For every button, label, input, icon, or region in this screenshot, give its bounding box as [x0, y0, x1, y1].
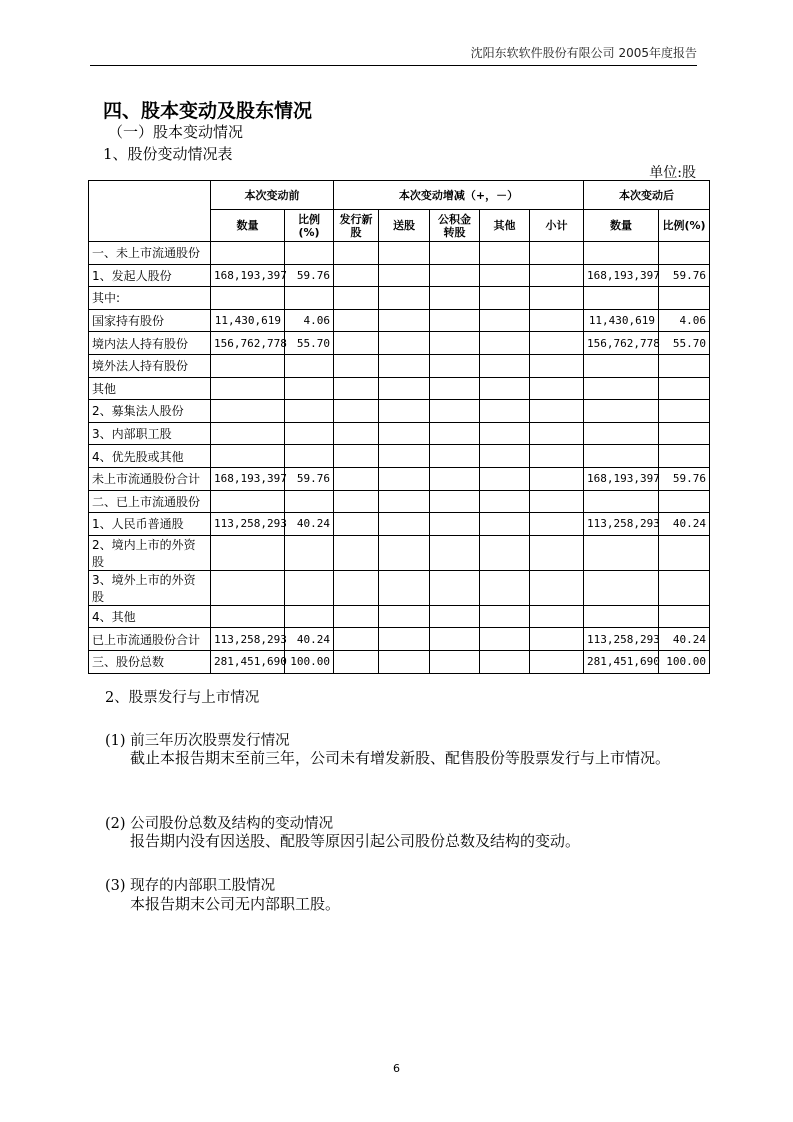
item-body: 本报告期末公司无内部职工股。 [130, 895, 341, 913]
row-label: 境外法人持有股份 [89, 354, 211, 377]
table-cell [285, 400, 334, 423]
table-cell: 168,193,397 [584, 467, 659, 490]
table-cell [379, 605, 430, 628]
table-cell [334, 354, 379, 377]
table-cell [334, 445, 379, 468]
table-cell [334, 264, 379, 287]
table-cell [659, 605, 710, 628]
table-cell [430, 354, 480, 377]
table-cell [480, 400, 530, 423]
issuance-title: 2、股票发行与上市情况 [105, 690, 260, 706]
table-cell: 281,451,690 [584, 650, 659, 673]
row-label: 已上市流通股份合计 [89, 628, 211, 651]
table-cell: 40.24 [285, 628, 334, 651]
col-header: 小计 [530, 210, 584, 242]
table-cell: 156,762,778 [211, 332, 285, 355]
table-cell: 40.24 [659, 628, 710, 651]
table-cell [430, 605, 480, 628]
table-cell: 59.76 [659, 467, 710, 490]
table-cell [659, 242, 710, 265]
row-label: 3、境外上市的外资股 [89, 570, 211, 605]
table-cell [480, 490, 530, 513]
page-header: 沈阳东软软件股份有限公司 2005年度报告 [470, 46, 697, 60]
group-header-after: 本次变动后 [584, 181, 710, 210]
table-cell [659, 400, 710, 423]
table-row [89, 467, 710, 490]
table-cell [430, 490, 480, 513]
table-cell [480, 377, 530, 400]
table-cell [211, 377, 285, 400]
row-label: 1、发起人股份 [89, 264, 211, 287]
table-cell [530, 628, 584, 651]
table-cell [530, 242, 584, 265]
table-cell [430, 467, 480, 490]
table-cell [530, 332, 584, 355]
col-header: 比例(%) [659, 210, 710, 242]
table-cell [379, 400, 430, 423]
table-cell [211, 445, 285, 468]
table-cell [211, 354, 285, 377]
table-cell [530, 309, 584, 332]
section-title: 四、股本变动及股东情况 [103, 100, 313, 122]
table-cell [334, 377, 379, 400]
col-header: 公积金转股 [430, 210, 480, 242]
table-cell [211, 490, 285, 513]
row-label: 未上市流通股份合计 [89, 467, 211, 490]
table-row [89, 242, 710, 265]
table-cell: 168,193,397 [211, 467, 285, 490]
share-change-table [88, 180, 710, 674]
table-cell [430, 628, 480, 651]
table-cell [480, 467, 530, 490]
table-cell [285, 490, 334, 513]
item-body: 报告期内没有因送股、配股等原因引起公司股份总数及结构的变动。 [130, 832, 581, 850]
col-header: 发行新股 [334, 210, 379, 242]
table-row [89, 287, 710, 310]
table-cell [480, 354, 530, 377]
table-cell [584, 422, 659, 445]
table-row [89, 650, 710, 673]
table-cell [379, 570, 430, 605]
table-cell: 55.70 [285, 332, 334, 355]
item-heading: (1) 前三年历次股票发行情况 [105, 733, 290, 749]
table-cell [530, 570, 584, 605]
table-row [89, 354, 710, 377]
table-cell [480, 513, 530, 536]
table-cell [659, 354, 710, 377]
table-cell [379, 242, 430, 265]
table-cell: 168,193,397 [584, 264, 659, 287]
table-cell: 11,430,619 [211, 309, 285, 332]
table-cell [334, 535, 379, 570]
row-label: 其中: [89, 287, 211, 310]
table-cell [334, 490, 379, 513]
table-cell [530, 264, 584, 287]
table-cell [480, 535, 530, 570]
table-cell [430, 309, 480, 332]
row-label: 国家持有股份 [89, 309, 211, 332]
table-cell [334, 400, 379, 423]
table-cell [584, 490, 659, 513]
table-cell [430, 377, 480, 400]
table-cell [379, 422, 430, 445]
table-cell [659, 445, 710, 468]
table-cell [480, 264, 530, 287]
table-cell [285, 535, 334, 570]
col-header: 其他 [480, 210, 530, 242]
table-cell: 59.76 [659, 264, 710, 287]
table-cell [379, 628, 430, 651]
col-header: 数量 [211, 210, 285, 242]
table-cell [211, 570, 285, 605]
row-label: 1、人民币普通股 [89, 513, 211, 536]
table-cell [285, 287, 334, 310]
table-cell [584, 400, 659, 423]
table-cell [530, 513, 584, 536]
table-cell: 4.06 [659, 309, 710, 332]
table-cell [659, 570, 710, 605]
table-cell [584, 354, 659, 377]
table-cell [530, 650, 584, 673]
table-row [89, 400, 710, 423]
table-cell [334, 467, 379, 490]
table-cell [430, 242, 480, 265]
table-cell [334, 570, 379, 605]
row-label: 境内法人持有股份 [89, 332, 211, 355]
table-cell [530, 354, 584, 377]
table-cell [430, 445, 480, 468]
row-label: 2、境内上市的外资股 [89, 535, 211, 570]
table-row [89, 332, 710, 355]
table-cell [584, 605, 659, 628]
table-row [89, 570, 710, 605]
table-cell [430, 535, 480, 570]
table-cell [334, 309, 379, 332]
table-cell [379, 332, 430, 355]
table-cell [334, 242, 379, 265]
table-cell [659, 377, 710, 400]
table-cell [530, 445, 584, 468]
page-number: 6 [393, 1062, 400, 1075]
row-label: 三、股份总数 [89, 650, 211, 673]
table-cell [480, 628, 530, 651]
row-label: 3、内部职工股 [89, 422, 211, 445]
table-row [89, 445, 710, 468]
table-cell [480, 242, 530, 265]
table-cell: 11,430,619 [584, 309, 659, 332]
table-cell: 113,258,293 [584, 628, 659, 651]
table-cell: 4.06 [285, 309, 334, 332]
col-header: 数量 [584, 210, 659, 242]
table-cell [659, 535, 710, 570]
table-cell [480, 422, 530, 445]
table-cell [530, 490, 584, 513]
table-cell [530, 467, 584, 490]
table-cell: 113,258,293 [211, 628, 285, 651]
table-cell [584, 242, 659, 265]
table-cell [480, 650, 530, 673]
row-label: 4、其他 [89, 605, 211, 628]
table-cell [334, 650, 379, 673]
table-cell [211, 605, 285, 628]
table-row [89, 605, 710, 628]
table-cell [584, 377, 659, 400]
table-cell [379, 354, 430, 377]
table-cell [285, 570, 334, 605]
table-cell: 100.00 [659, 650, 710, 673]
row-label: 二、已上市流通股份 [89, 490, 211, 513]
table-cell [530, 287, 584, 310]
table-cell [285, 422, 334, 445]
table-cell: 40.24 [285, 513, 334, 536]
table-cell [379, 287, 430, 310]
item-heading: (3) 现存的内部职工股情况 [105, 878, 276, 894]
table-cell [334, 513, 379, 536]
table-cell [480, 605, 530, 628]
table-cell [584, 570, 659, 605]
table-row [89, 309, 710, 332]
row-label: 4、优先股或其他 [89, 445, 211, 468]
table-cell [480, 309, 530, 332]
table-cell [530, 605, 584, 628]
table-cell [211, 242, 285, 265]
table-cell [659, 490, 710, 513]
table-cell [211, 400, 285, 423]
unit-label: 单位:股 [649, 165, 696, 181]
table-cell [584, 287, 659, 310]
table-cell: 113,258,293 [211, 513, 285, 536]
table-cell [480, 570, 530, 605]
table-row [89, 535, 710, 570]
row-label: 其他 [89, 377, 211, 400]
table-row [89, 377, 710, 400]
table-cell: 100.00 [285, 650, 334, 673]
col-header: 送股 [379, 210, 430, 242]
table-cell [379, 445, 430, 468]
item-heading: (2) 公司股份总数及结构的变动情况 [105, 816, 334, 832]
header-rule [90, 65, 697, 66]
table-row [89, 422, 710, 445]
table-cell [430, 650, 480, 673]
table-cell [430, 332, 480, 355]
table-cell: 55.70 [659, 332, 710, 355]
table-cell [659, 287, 710, 310]
table-cell [379, 650, 430, 673]
table-cell [530, 535, 584, 570]
table-cell [480, 287, 530, 310]
table-cell [480, 332, 530, 355]
table-cell [530, 377, 584, 400]
table-cell [430, 400, 480, 423]
table-cell [430, 570, 480, 605]
table-cell: 59.76 [285, 264, 334, 287]
table-body [89, 242, 710, 674]
table-cell [334, 605, 379, 628]
table-cell [211, 535, 285, 570]
table-cell [285, 377, 334, 400]
table-cell [379, 264, 430, 287]
col-header: 比例(%) [285, 210, 334, 242]
table-cell [211, 287, 285, 310]
table-cell [211, 422, 285, 445]
table-cell [285, 354, 334, 377]
group-header-change: 本次变动增减（+，－） [334, 181, 584, 210]
table-cell [285, 605, 334, 628]
table-cell [430, 264, 480, 287]
subsection-title: （一）股本变动情况 [108, 123, 244, 141]
table-cell [379, 467, 430, 490]
table-cell [379, 490, 430, 513]
table-cell [379, 377, 430, 400]
table-cell: 59.76 [285, 467, 334, 490]
header-corner-cell [89, 181, 211, 242]
table-cell [659, 422, 710, 445]
table-cell [285, 242, 334, 265]
table-cell: 168,193,397 [211, 264, 285, 287]
row-label: 2、募集法人股份 [89, 400, 211, 423]
table-row [89, 628, 710, 651]
table-cell [430, 287, 480, 310]
table-cell [584, 535, 659, 570]
table-cell: 281,451,690 [211, 650, 285, 673]
table-row [89, 490, 710, 513]
table-cell [530, 422, 584, 445]
table-cell: 40.24 [659, 513, 710, 536]
table-title: 1、股份变动情况表 [103, 145, 233, 163]
table-row [89, 264, 710, 287]
group-header-before: 本次变动前 [211, 181, 334, 210]
table-row [89, 513, 710, 536]
table-cell [530, 400, 584, 423]
table-cell [334, 628, 379, 651]
table-cell [430, 422, 480, 445]
table-cell [379, 513, 430, 536]
table-cell [334, 422, 379, 445]
table-cell: 156,762,778 [584, 332, 659, 355]
table-cell [379, 535, 430, 570]
item-body: 截止本报告期末至前三年，公司未有增发新股、配售股份等股票发行与上市情况。 [130, 749, 671, 767]
table-cell [584, 445, 659, 468]
row-label: 一、未上市流通股份 [89, 242, 211, 265]
table-cell [430, 513, 480, 536]
table-cell [480, 445, 530, 468]
table-cell [334, 332, 379, 355]
table-cell [334, 287, 379, 310]
table-cell: 113,258,293 [584, 513, 659, 536]
table-cell [379, 309, 430, 332]
table-cell [285, 445, 334, 468]
